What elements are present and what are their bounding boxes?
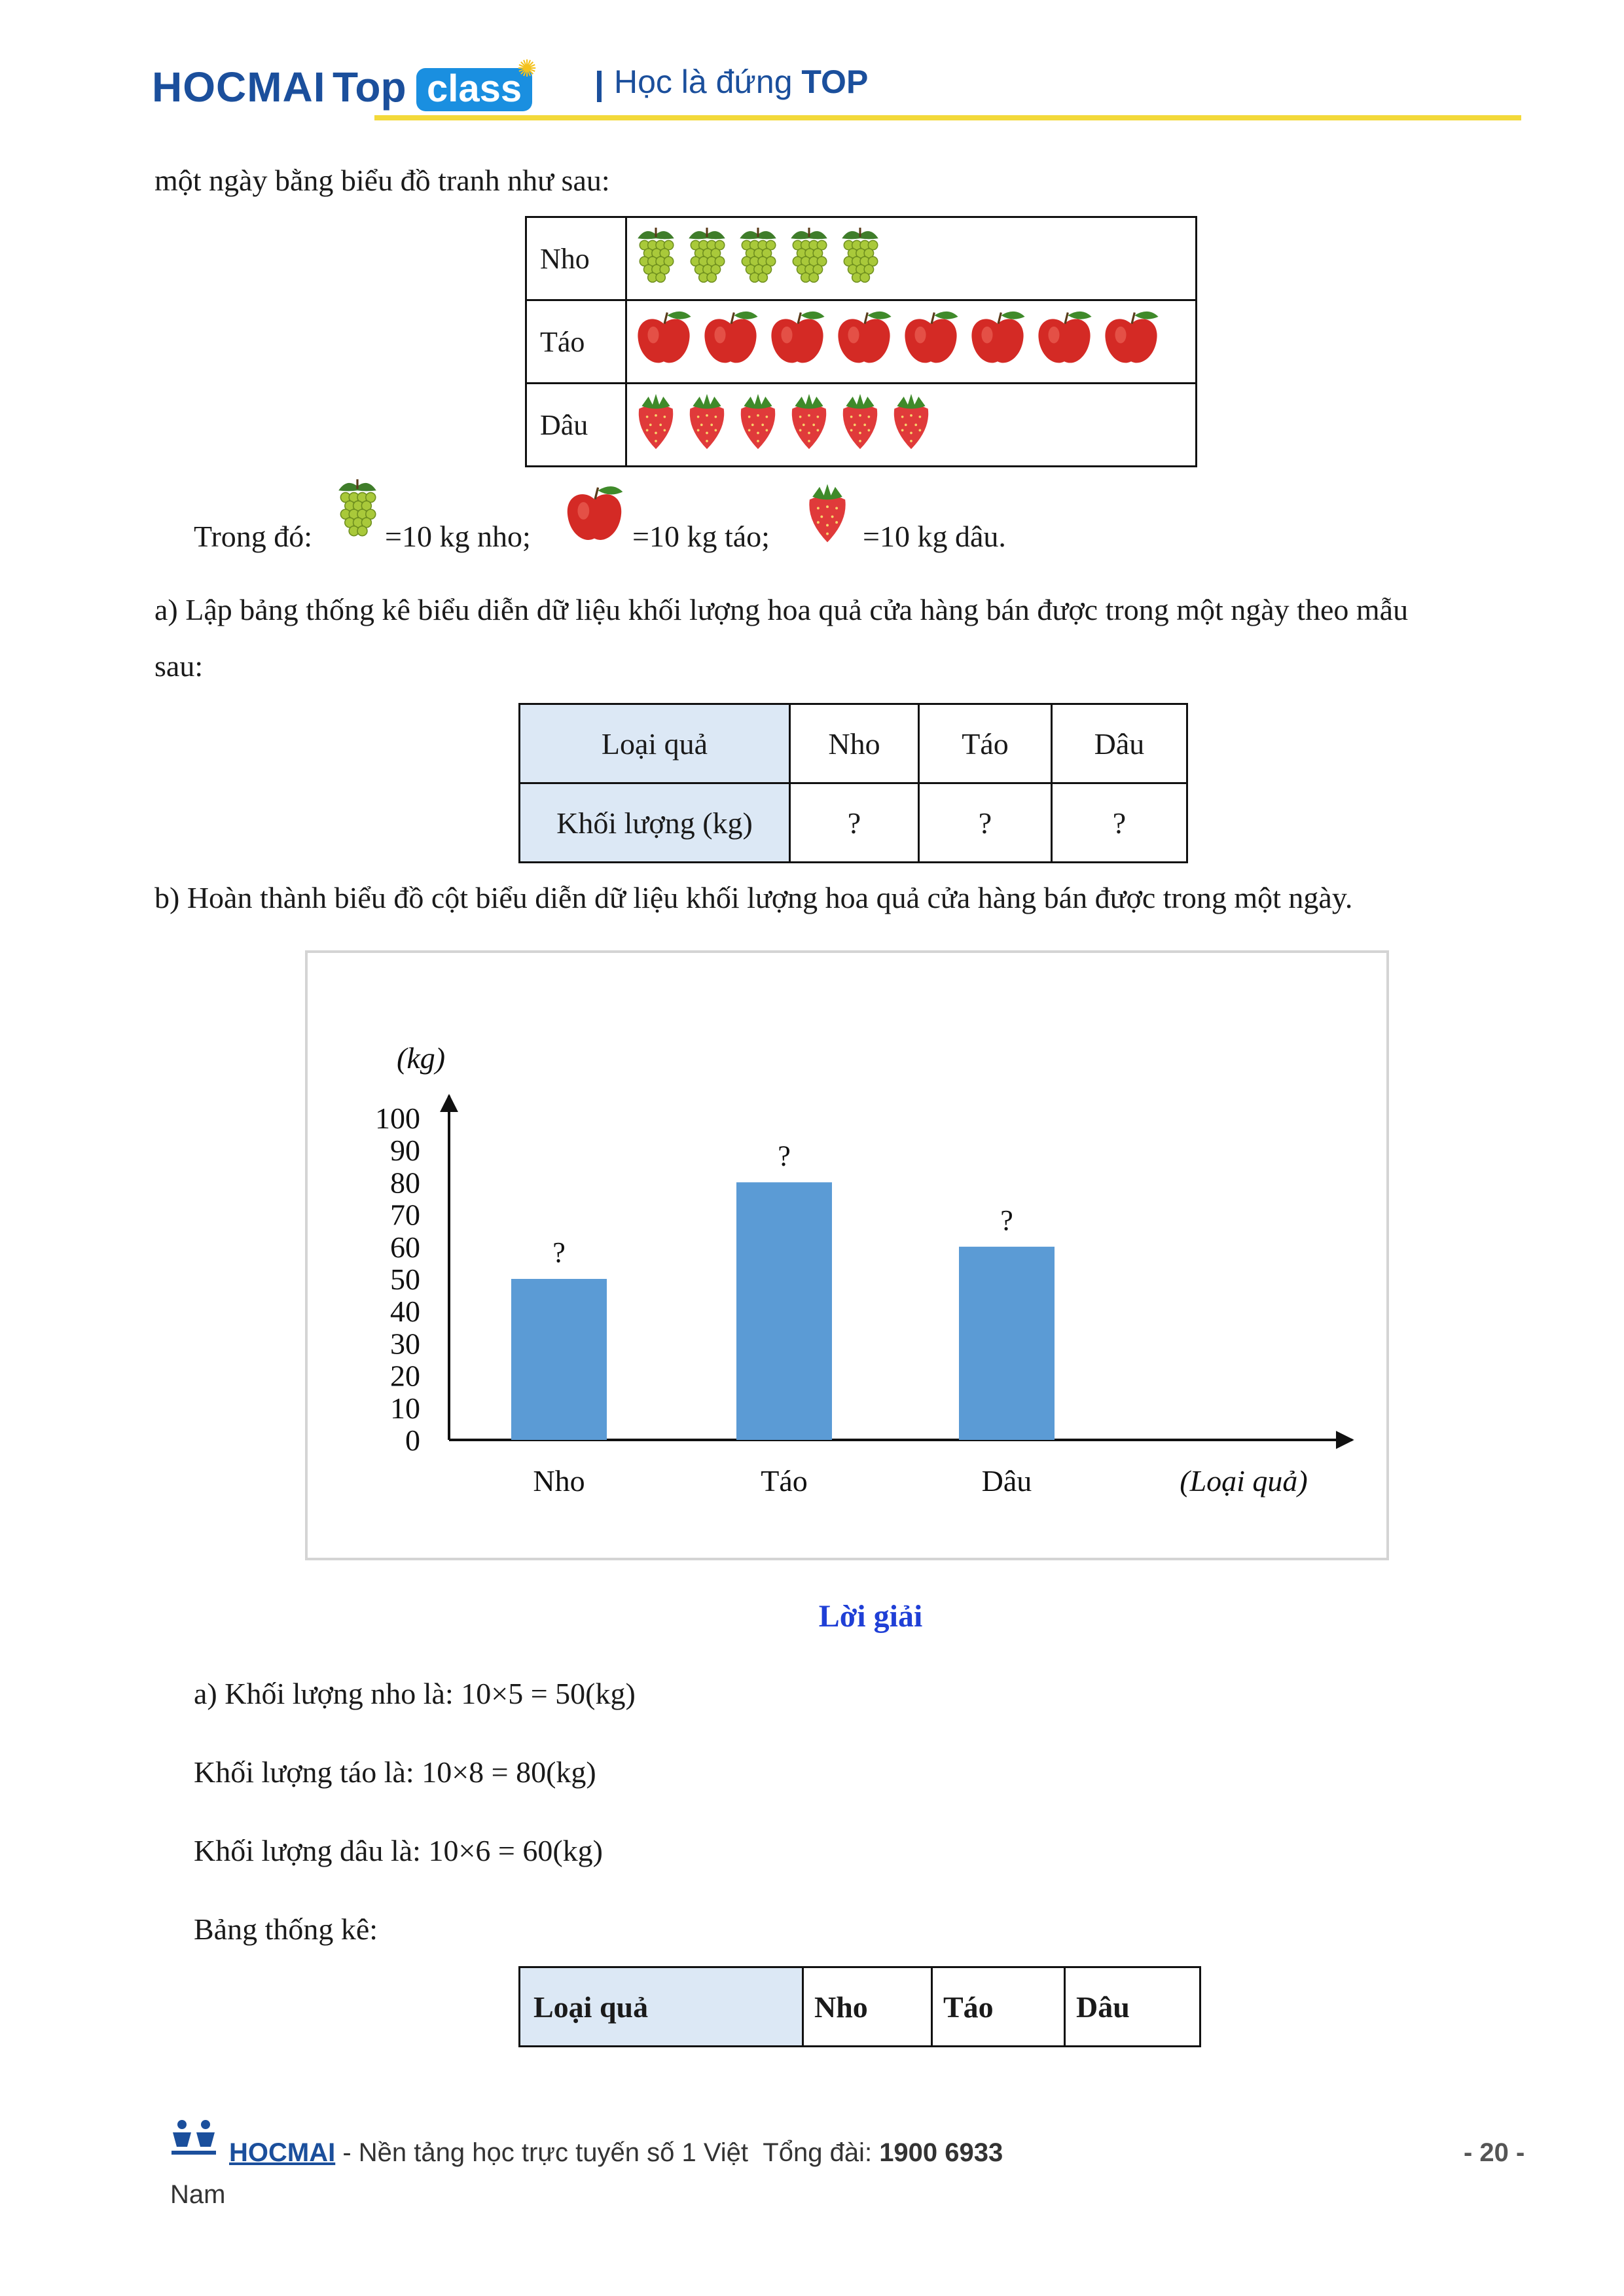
footer-hotline: 1900 6933 <box>879 2138 1003 2167</box>
table-row <box>520 1967 1200 2047</box>
hocmai-footer-icon <box>168 2118 220 2161</box>
y-tick-label: 80 <box>390 1166 420 1200</box>
solution-a3-text: Khối lượng dâu là: <box>194 1834 421 1867</box>
solution-a3 <box>194 1833 603 1869</box>
grapes-icon <box>785 224 833 293</box>
slogan-strong: TOP <box>801 63 869 100</box>
logo-class-badge: class <box>416 68 532 111</box>
table-cell: ? <box>919 783 1052 863</box>
footer-line1 <box>229 2136 1003 2169</box>
legend-prefix: Trong đó: <box>194 520 313 553</box>
question-b: b) Hoàn thành biểu đồ cột biểu diễn dữ liệu khối lượng hoa quả cửa hàng bán được trong một ngày. <box>154 881 1353 914</box>
bar <box>736 1182 832 1440</box>
solution-a3-expr: 10×6 = 60(kg) <box>428 1834 603 1867</box>
bar-label: ? <box>778 1139 791 1172</box>
x-category-label: Dâu <box>981 1464 1032 1498</box>
apple-icon <box>562 482 627 550</box>
strawberry-icon <box>888 390 935 460</box>
picture-label: Nho <box>526 217 626 300</box>
y-tick-label: 100 <box>375 1102 420 1135</box>
bar-label: ? <box>552 1236 566 1268</box>
question-a-line2: sau: <box>154 649 204 683</box>
legend-apple: =10 kg táo; <box>632 520 770 553</box>
solution-a2-text: Khối lượng táo là: <box>194 1755 414 1789</box>
table-cell: Khối lượng (kg) <box>520 783 790 863</box>
picture-icons <box>626 300 1197 384</box>
solution-a1-text: a) Khối lượng nho là: <box>194 1677 454 1710</box>
strawberry-icon <box>632 390 679 460</box>
solution-a1-expr: 10×5 = 50(kg) <box>461 1677 636 1710</box>
y-tick-label: 30 <box>390 1327 420 1361</box>
table-header-cell: Nho <box>790 704 919 783</box>
y-tick-label: 50 <box>390 1263 420 1296</box>
solution-table <box>518 1966 1201 2047</box>
y-tick-label: 10 <box>390 1391 420 1425</box>
table-header-cell: Dâu <box>1065 1967 1200 2047</box>
solution-title: Lời giải <box>818 1599 923 1634</box>
table-header-cell: Loại quả <box>520 1967 803 2047</box>
picture-row-strawberries <box>526 384 1197 467</box>
strawberry-icon <box>837 390 884 460</box>
picture-label: Dâu <box>526 384 626 467</box>
table-row <box>520 783 1187 863</box>
table-cell: ? <box>1052 783 1187 863</box>
picture-label: Táo <box>526 300 626 384</box>
table-header-cell: Nho <box>803 1967 932 2047</box>
slogan-divider <box>597 71 602 102</box>
bar <box>959 1247 1055 1440</box>
table-row <box>520 704 1187 783</box>
apple-icon <box>766 307 829 377</box>
picture-row-apples <box>526 300 1197 384</box>
apple-icon <box>966 307 1029 377</box>
picture-row-grapes <box>526 217 1197 300</box>
y-tick-label: 40 <box>390 1295 420 1329</box>
y-axis-label: (kg) <box>397 1041 446 1075</box>
strawberry-icon <box>785 390 833 460</box>
x-axis-label: (Loại quả) <box>1180 1464 1308 1498</box>
bar-chart <box>305 950 1389 1560</box>
y-tick-label: 70 <box>390 1198 420 1232</box>
slogan <box>614 63 868 101</box>
apple-icon <box>699 307 762 377</box>
apple-icon <box>632 307 695 377</box>
footer-tagline: - Nền tảng học trực tuyến số 1 Việt <box>335 2138 749 2167</box>
legend-strawberry: =10 kg dâu. <box>863 520 1006 553</box>
solution-table-label: Bảng thống kê: <box>194 1912 378 1946</box>
footer-hotline-label: Tổng đài: <box>763 2138 873 2167</box>
apple-icon <box>1033 307 1096 377</box>
page-number: - 20 - <box>1464 2138 1525 2167</box>
solution-a1 <box>194 1676 636 1712</box>
x-category-label: Táo <box>761 1464 808 1498</box>
footer-brand-link[interactable]: HOCMAI <box>229 2138 336 2167</box>
table-header-cell: Dâu <box>1052 704 1187 783</box>
grapes-icon <box>683 224 731 293</box>
apple-icon <box>1100 307 1163 377</box>
picture-icons <box>626 217 1197 300</box>
logo-top: Top <box>333 63 406 111</box>
sun-icon: ✺ <box>517 56 537 82</box>
header-underline <box>374 115 1521 120</box>
template-table <box>518 703 1188 863</box>
table-cell: ? <box>790 783 919 863</box>
footer-line2: Nam <box>170 2180 226 2209</box>
apple-icon <box>833 307 895 377</box>
solution-a2-expr: 10×8 = 80(kg) <box>422 1755 596 1789</box>
picture-icons <box>626 384 1197 467</box>
y-tick-label: 20 <box>390 1359 420 1393</box>
strawberry-icon <box>803 480 852 549</box>
question-a-line1: a) Lập bảng thống kê biểu diễn dữ liệu khối lượng hoa quả cửa hàng bán được trong một ngày theo mẫu <box>154 593 1409 626</box>
bar <box>511 1279 607 1440</box>
logo-hocmai: HOCMAI <box>152 63 326 111</box>
legend-grape: =10 kg nho; <box>385 520 531 553</box>
x-category-label: Nho <box>533 1464 585 1498</box>
picture-chart <box>525 216 1197 467</box>
grapes-icon <box>837 224 884 293</box>
apple-icon <box>899 307 962 377</box>
bar-label: ? <box>1000 1204 1013 1236</box>
slogan-text: Học là đứng <box>614 63 793 100</box>
solution-a2 <box>194 1754 596 1791</box>
grapes-icon <box>734 224 782 293</box>
y-tick-label: 0 <box>405 1424 420 1457</box>
table-header-cell: Táo <box>919 704 1052 783</box>
intro-text: một ngày bằng biểu đồ tranh như sau: <box>154 164 610 197</box>
y-tick-label: 90 <box>390 1134 420 1168</box>
strawberry-icon <box>734 390 782 460</box>
table-header-cell: Táo <box>932 1967 1065 2047</box>
y-tick-label: 60 <box>390 1230 420 1264</box>
table-header-cell: Loại quả <box>520 704 790 783</box>
grapes-icon <box>333 476 382 543</box>
strawberry-icon <box>683 390 731 460</box>
grapes-icon <box>632 224 679 293</box>
